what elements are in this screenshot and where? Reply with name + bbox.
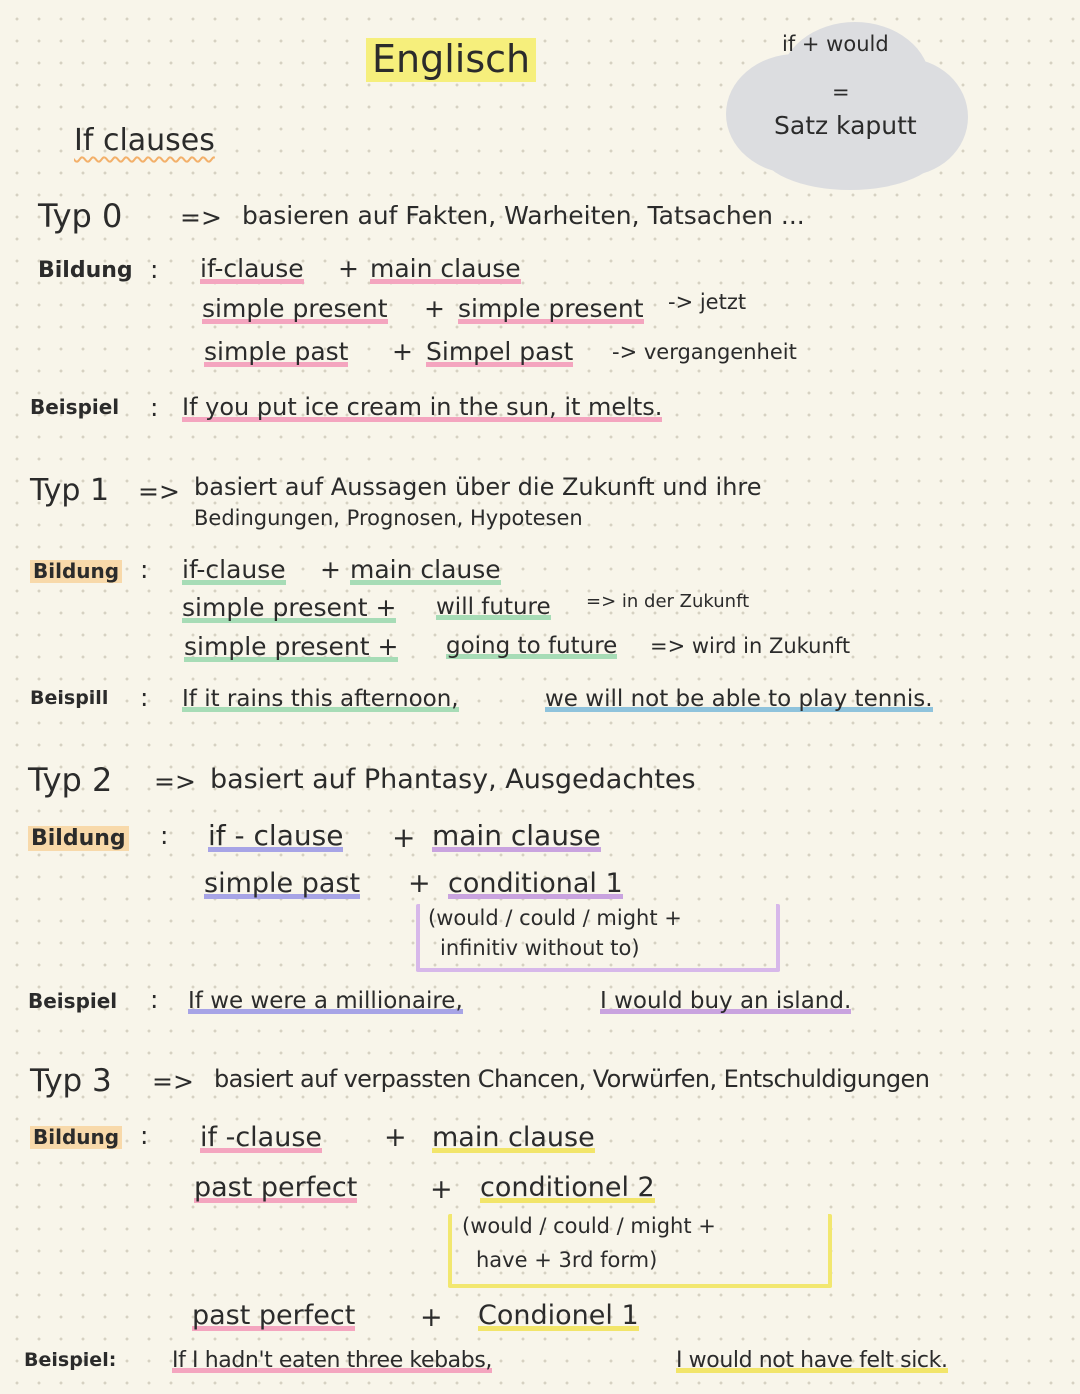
typ3-description: basiert auf verpassten Chancen, Vorwürfen, Entschuldigungen bbox=[214, 1065, 930, 1093]
typ1-plus: + bbox=[320, 555, 341, 584]
typ2-beispiel-label: Beispiel bbox=[28, 989, 118, 1013]
typ1-bildung-colon: : bbox=[140, 555, 149, 584]
typ1-arrow: => bbox=[138, 477, 180, 506]
typ3-arrow: => bbox=[152, 1067, 194, 1096]
typ1-description-line1: basiert auf Aussagen über die Zukunft und ihre bbox=[194, 473, 762, 501]
typ1-beispiel-label: Beispill bbox=[30, 687, 109, 709]
typ3-row1-if: past perfect bbox=[194, 1172, 358, 1203]
typ1-row2-note: => wird in Zukunft bbox=[650, 634, 851, 658]
typ0-row2-if: simple past bbox=[204, 337, 349, 366]
typ1-row1-note: => in der Zukunft bbox=[586, 591, 750, 612]
typ0-row2-main: Simpel past bbox=[426, 337, 574, 366]
typ1-if-clause: if-clause bbox=[182, 555, 286, 584]
typ1-main-clause: main clause bbox=[350, 555, 501, 584]
typ0-heading: Typ 0 bbox=[38, 197, 123, 235]
typ0-plus: + bbox=[338, 254, 359, 283]
cloud-line-1: if + would bbox=[782, 32, 889, 56]
typ2-main-clause: main clause bbox=[432, 819, 601, 852]
typ3-main-clause: main clause bbox=[432, 1122, 595, 1153]
typ1-row1-if: simple present + bbox=[182, 593, 397, 622]
typ0-beispiel-colon: : bbox=[150, 393, 159, 422]
typ1-row2-main: going to future bbox=[446, 633, 618, 659]
typ1-row2-if: simple present + bbox=[184, 632, 399, 661]
typ0-bildung-colon: : bbox=[150, 255, 159, 284]
typ2-example-if: If we were a millionaire, bbox=[188, 988, 463, 1014]
cloud-line-2: = bbox=[832, 80, 850, 104]
typ1-example-if: If it rains this afternoon, bbox=[182, 686, 459, 712]
typ0-description: basieren auf Fakten, Warheiten, Tatsachen ... bbox=[242, 201, 805, 230]
typ3-beispiel-label: Beispiel: bbox=[24, 1349, 117, 1371]
typ2-beispiel-colon: : bbox=[150, 985, 159, 1014]
typ0-main-clause: main clause bbox=[370, 254, 521, 283]
typ1-row1-main: will future bbox=[436, 594, 551, 620]
typ2-note-line2: infinitiv without to) bbox=[440, 936, 640, 960]
section-subtitle: If clauses bbox=[74, 123, 215, 158]
typ0-example: If you put ice cream in the sun, it melts. bbox=[182, 393, 663, 421]
typ2-heading: Typ 2 bbox=[28, 761, 113, 799]
typ2-bildung-colon: : bbox=[160, 821, 169, 850]
typ3-if-clause: if -clause bbox=[200, 1122, 323, 1153]
typ0-row2-plus: + bbox=[392, 337, 413, 366]
typ3-bildung-colon: : bbox=[140, 1121, 149, 1150]
typ1-heading: Typ 1 bbox=[30, 473, 110, 508]
typ3-note-line2: have + 3rd form) bbox=[476, 1248, 658, 1272]
typ3-example-main: I would not have felt sick. bbox=[676, 1348, 948, 1373]
typ1-bildung-label: Bildung bbox=[30, 560, 122, 583]
typ0-row1-note: -> jetzt bbox=[668, 290, 747, 314]
typ2-row1-if: simple past bbox=[204, 868, 361, 899]
typ3-row2-if: past perfect bbox=[192, 1300, 356, 1331]
typ3-plus: + bbox=[384, 1122, 407, 1153]
typ2-plus: + bbox=[392, 821, 416, 854]
typ2-row1-plus: + bbox=[408, 868, 431, 899]
typ0-arrow: => bbox=[180, 203, 222, 232]
typ3-row2-main: Condionel 1 bbox=[478, 1300, 639, 1331]
typ0-row1-plus: + bbox=[424, 294, 445, 323]
typ0-beispiel-label: Beispiel bbox=[30, 395, 120, 419]
typ2-description: basiert auf Phantasy, Ausgedachtes bbox=[210, 764, 696, 795]
cloud-line-3: Satz kaputt bbox=[774, 111, 917, 140]
typ3-bildung-label: Bildung bbox=[30, 1126, 122, 1149]
page-title: Englisch bbox=[366, 38, 536, 82]
typ3-row2-plus: + bbox=[420, 1302, 443, 1333]
typ2-example-main: I would buy an island. bbox=[600, 988, 852, 1014]
typ0-bildung-label: Bildung bbox=[38, 258, 133, 283]
typ2-note-line1: (would / could / might + bbox=[428, 906, 682, 930]
typ3-row1-plus: + bbox=[430, 1174, 453, 1205]
typ3-note-line1: (would / could / might + bbox=[462, 1214, 716, 1238]
typ2-row1-main: conditional 1 bbox=[448, 868, 623, 899]
typ0-row1-if: simple present bbox=[202, 294, 388, 323]
typ2-bildung-label: Bildung bbox=[28, 826, 129, 851]
typ1-beispiel-colon: : bbox=[140, 683, 149, 712]
typ3-row1-main: conditionel 2 bbox=[480, 1172, 655, 1203]
typ1-description-line2: Bedingungen, Prognosen, Hypotesen bbox=[194, 506, 583, 530]
typ1-example-main: we will not be able to play tennis. bbox=[545, 686, 933, 712]
typ2-arrow: => bbox=[154, 767, 196, 796]
typ0-row1-main: simple present bbox=[458, 294, 644, 323]
typ0-row2-note: -> vergangenheit bbox=[612, 340, 797, 364]
typ0-if-clause: if-clause bbox=[200, 254, 304, 283]
typ2-if-clause: if - clause bbox=[208, 819, 344, 852]
typ3-heading: Typ 3 bbox=[30, 1063, 112, 1099]
typ3-example-if: If I hadn't eaten three kebabs, bbox=[172, 1348, 492, 1373]
